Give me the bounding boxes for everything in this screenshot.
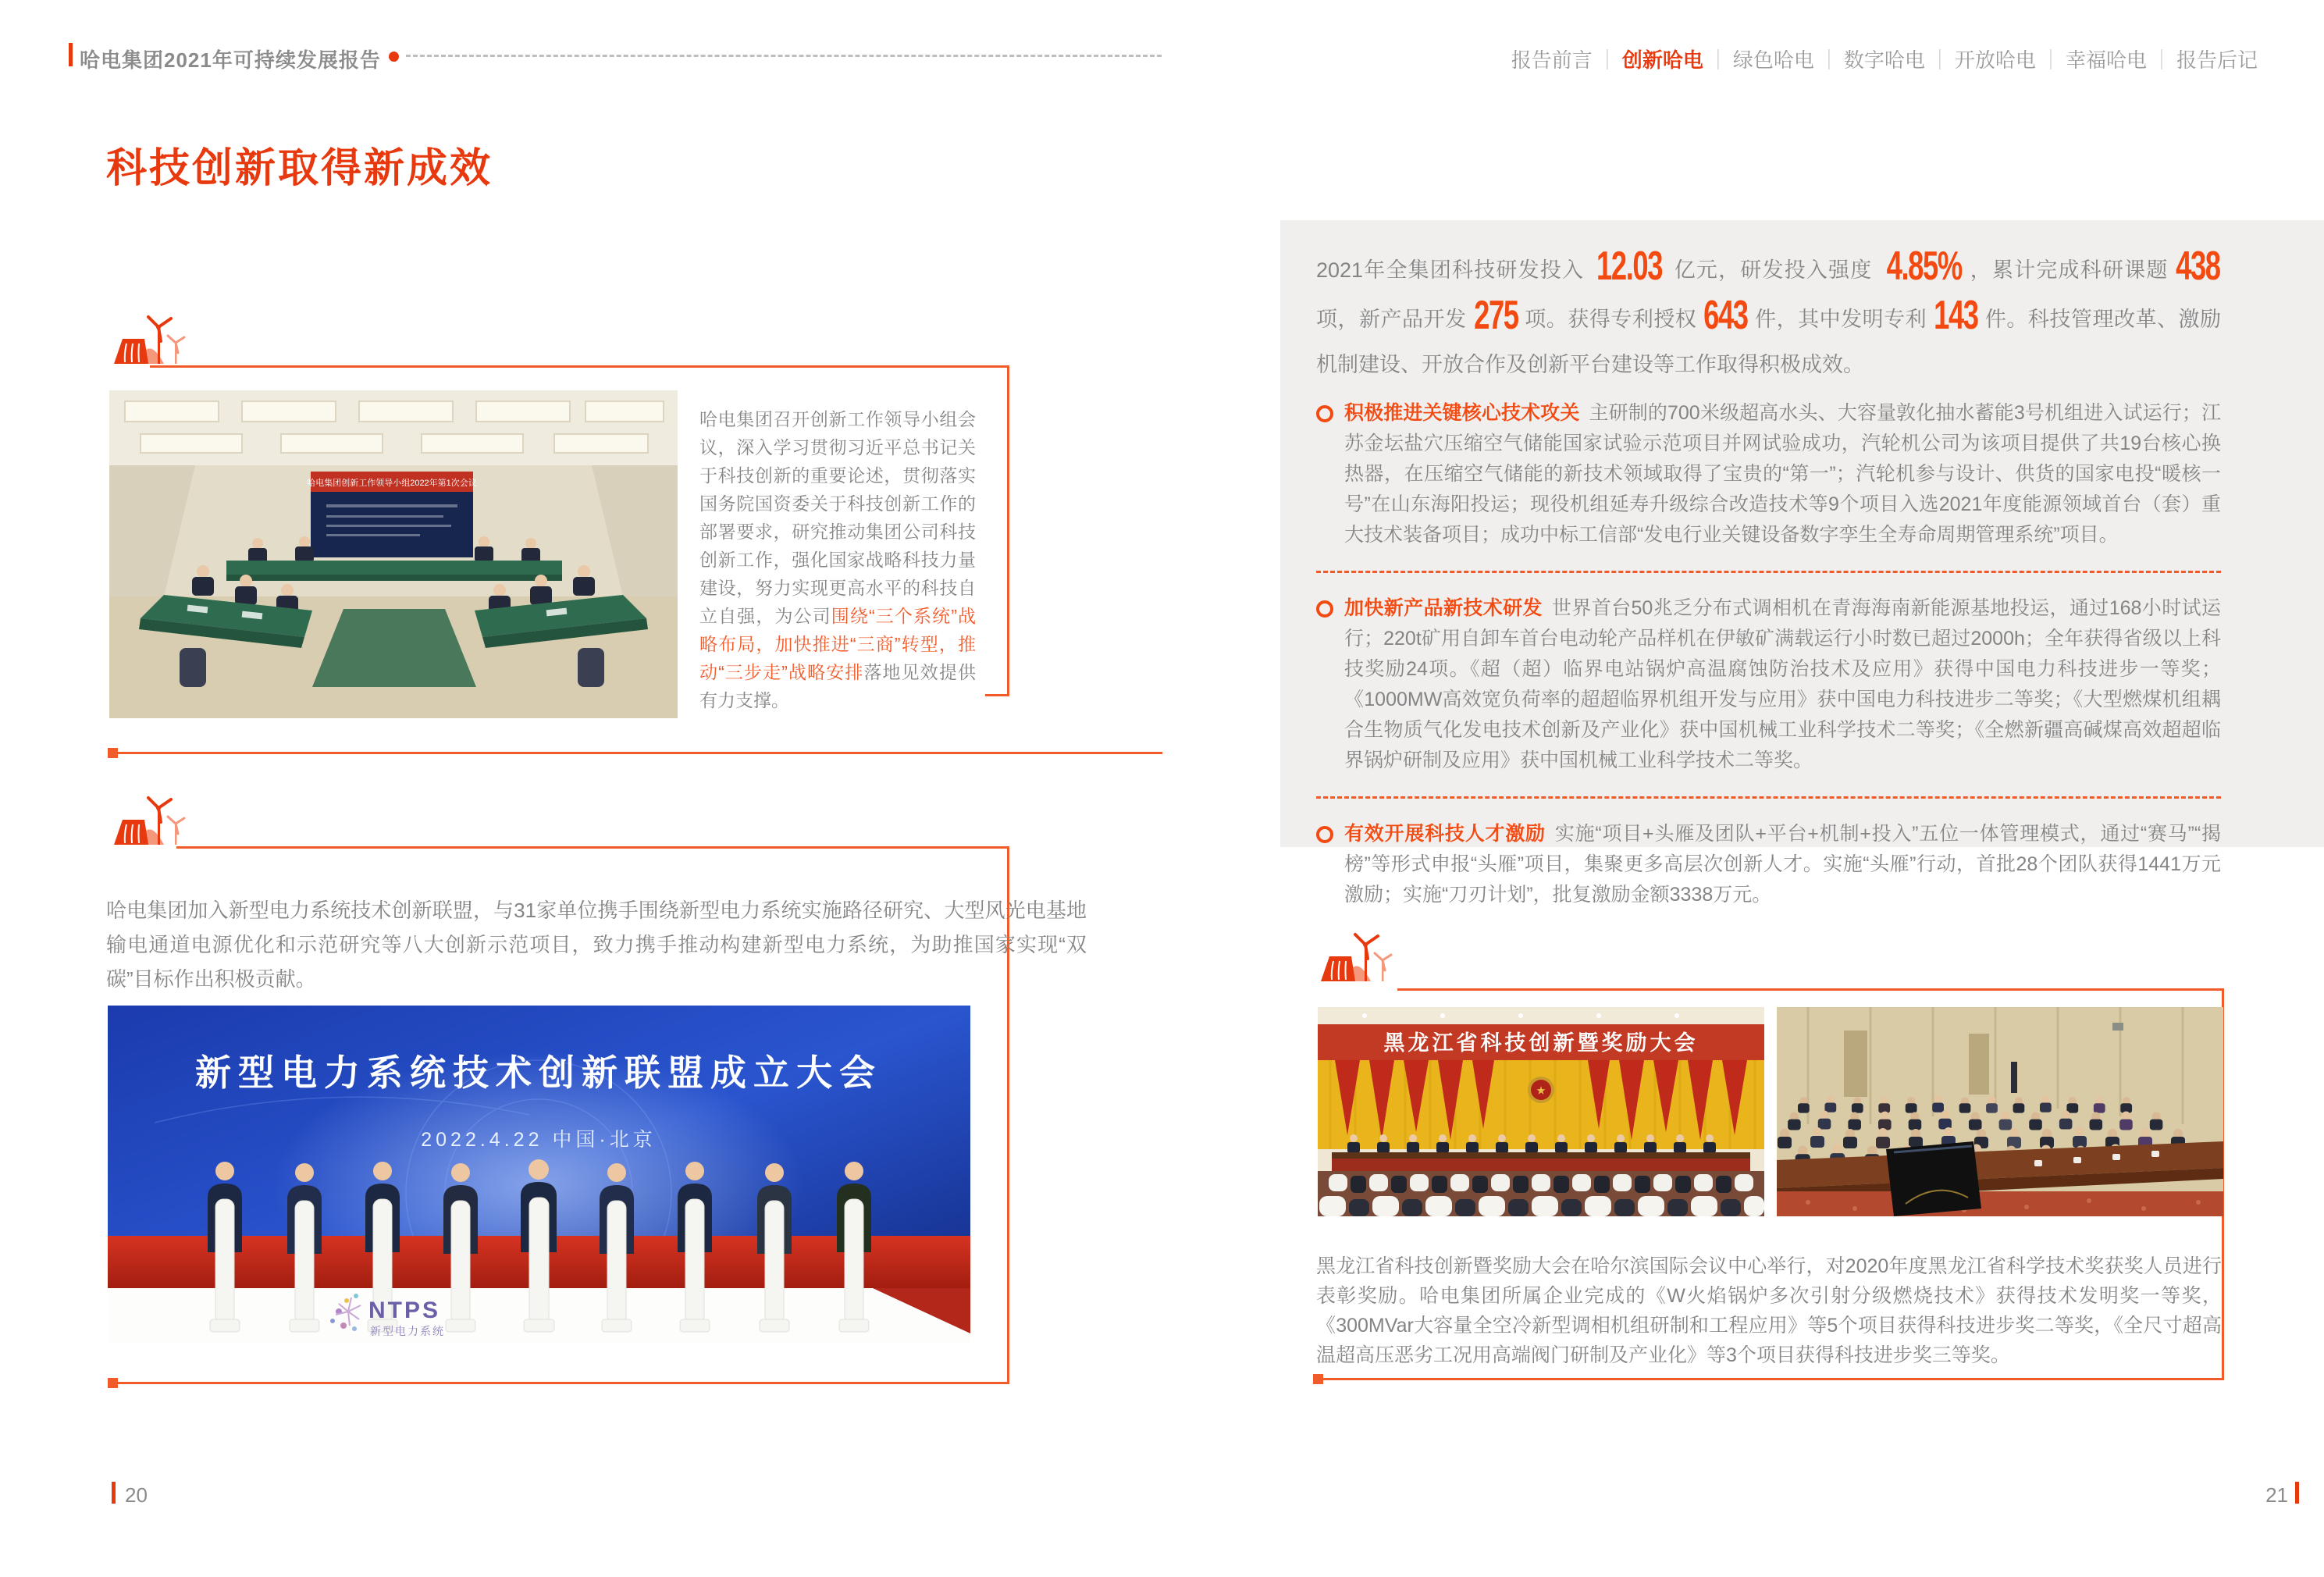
ceremony-date: 2022.4.22 中国·北京 xyxy=(421,1129,657,1151)
nav-innovation-active[interactable]: 创新哈电 xyxy=(1621,48,1703,72)
header-dot-icon xyxy=(389,52,399,62)
stats-text: 项，新产品开发 xyxy=(1316,308,1473,331)
stats-text: ，累计完成科研课题 xyxy=(1969,258,2176,282)
bullet-label: 有效开展科技人才激励 xyxy=(1344,823,1546,845)
stats-number: 4.85% xyxy=(1886,244,1962,289)
divider-line xyxy=(150,365,1009,368)
bullet-text: 主研制的700米级超高水头、大容量敦化抽水蓄能3号机组进入试运行；江苏金坛盐穴压缩空气储能国家试验示范项目并网试验成功，汽轮机公司为该项目提供了共19台核心换热器，在压缩空气储能的新技术领域取得了宝贵的“第一”；汽轮机参与设计、供货的国家电投“暖核一号”在山东海阳投运；现役机组延寿升级综合改造技术等9个项目入选2021年度能源领域首台（套）重大技术装备项目；成功中标工信部“发电行业关键设备数字孪生全寿命周期管理系统”项目。 xyxy=(1344,402,2221,546)
stats-text: 亿元，研发投入强度 xyxy=(1667,258,1880,282)
alliance-ceremony-photo xyxy=(108,1006,970,1343)
stats-text: 件。科技管理改革、激励机制建设、开放合作及创新平台建设等工作取得积极成效。 xyxy=(1316,308,2221,376)
nav-postscript[interactable]: 报告后记 xyxy=(2176,48,2258,72)
stats-number: 275 xyxy=(1473,293,1518,338)
photoA-banner-text: 黑龙江省科技创新暨奖励大会 xyxy=(1383,1031,1699,1055)
nav-green[interactable]: 绿色哈电 xyxy=(1732,48,1814,72)
nav-open[interactable]: 开放哈电 xyxy=(1954,48,2036,72)
bullet-core-tech xyxy=(1316,398,2221,550)
ntps-subtext: 新型电力系统 xyxy=(370,1325,445,1337)
bullet-talent-incentive xyxy=(1316,819,2221,910)
nav-separator: ｜ xyxy=(1707,48,1728,72)
pagenum-bar-left xyxy=(112,1482,116,1504)
stats-number: 12.03 xyxy=(1596,244,1662,289)
award-conference-photo xyxy=(1318,1007,1764,1216)
photo1-banner-text: 哈电集团创新工作领导小组2022年第1次会议 xyxy=(307,479,477,488)
nav-report-preface[interactable]: 报告前言 xyxy=(1511,48,1593,72)
divider-line xyxy=(112,752,1162,754)
stats-number: 643 xyxy=(1703,293,1748,338)
divider-line xyxy=(1397,988,2224,991)
stats-panel xyxy=(1280,220,2324,906)
nav-separator: ｜ xyxy=(2151,48,2172,72)
nav-happy[interactable]: 幸福哈电 xyxy=(2065,48,2147,72)
leadership-meeting-photo xyxy=(109,390,678,718)
nav-separator: ｜ xyxy=(2040,48,2061,72)
alliance-paragraph: 哈电集团加入新型电力系统技术创新联盟，与31家单位携手围绕新型电力系统实施路径研究、大型风光电基地输电通道电源优化和示范研究等八大创新示范项目，致力携手推动构建新型电力系统，为助推国家实现“双碳”目标作出积极贡献。 xyxy=(106,899,1087,991)
header-nav xyxy=(1511,44,2258,73)
divider-line-vertical xyxy=(1007,365,1009,696)
ntps-text: NTPS xyxy=(368,1298,441,1323)
ceremony-title: 新型电力系统技术创新联盟成立大会 xyxy=(195,1052,882,1093)
divider-line xyxy=(112,1382,1009,1384)
report-title: 哈电集团2021年可持续发展报告 xyxy=(80,48,381,72)
bullet-circle-icon xyxy=(1316,826,1333,843)
section-title: 科技创新取得新成效 xyxy=(106,145,493,191)
divider-line xyxy=(176,846,1009,849)
bullet-text: 世界首台50兆乏分布式调相机在青海海南新能源基地投运，通过168小时试运行；220t矿用自卸车首台电动轮产品样机在伊敏矿满载运行小时数已超过2000h；全年获得省级以上科技奖励24项。《超（超）临界电站锅炉高温腐蚀防治技术及应用》获得中国电力科技进步一等奖；《1000MW高效宽负荷率的超超临界机组开发与应用》获中国电力科技进步二等奖；《大型燃煤机组耦合生物质气化发电技术创新及产业化》获中国机械工业科学技术二等奖；《全燃新疆高碱煤高效超超临界锅炉研制及应用》获中国机械工业科学技术二等奖。 xyxy=(1344,597,2221,771)
bullet-separator xyxy=(1316,571,2221,573)
bullet-new-products xyxy=(1316,593,2221,776)
stats-number: 438 xyxy=(2176,244,2220,289)
divider-tick xyxy=(985,694,1009,696)
divider-line xyxy=(1318,1378,2224,1380)
para1-highlight: 围绕“三个系统”战略布局，加快推进“三商”转型，推动“三步走”战略安排 xyxy=(699,606,976,682)
award-caption: 黑龙江省科技创新暨奖励大会在哈尔滨国际会议中心举行，对2020年度黑龙江省科学技术奖获奖人员进行表彰奖励。哈电集团所属企业完成的《W火焰锅炉多次引射分级燃烧技术》获得技术发明奖一等奖，《300MVar大容量全空冷新型调相机组研制和工程应用》等5个项目获得科技进步奖二等奖，《全尺寸超高温超高压恶劣工况用高端阀门研制及产业化》等3个项目获得科技进步奖三等奖。 xyxy=(1316,1255,2222,1366)
bullet-circle-icon xyxy=(1316,405,1333,422)
page-number-right: 21 xyxy=(2265,1483,2288,1507)
stats-text: 项。获得专利授权 xyxy=(1518,308,1703,331)
bullet-circle-icon xyxy=(1316,600,1333,618)
header-dashed-line xyxy=(406,55,1162,57)
intro-paragraph xyxy=(699,405,976,714)
para1-text: 哈电集团召开创新工作领导小组会议，深入学习贯彻习近平总书记关于科技创新的重要论述，贯彻落实国务院国资委关于科技创新工作的部署要求，研究推动集团公司科技创新工作，强化国家战略科技力量建设，努力实现更高水平的科技自立自强，为公司 xyxy=(699,409,976,626)
nav-separator: ｜ xyxy=(1818,48,1839,72)
pagenum-bar-right xyxy=(2295,1482,2299,1504)
stats-text: 件，其中发明专利 xyxy=(1749,308,1934,331)
stats-number: 143 xyxy=(1934,293,1978,338)
wind-dam-icon xyxy=(109,790,187,846)
nav-separator: ｜ xyxy=(1596,48,1618,72)
bullet-label: 加快新产品新技术研发 xyxy=(1344,597,1543,619)
stats-text: 2021年全集团科技研发投入 xyxy=(1316,258,1591,282)
page-number-left: 20 xyxy=(125,1483,148,1507)
audience-hall-photo xyxy=(1777,1007,2223,1216)
stats-paragraph xyxy=(1316,244,2221,387)
wind-dam-icon xyxy=(109,309,187,365)
nav-separator: ｜ xyxy=(1929,48,1950,72)
bullet-separator xyxy=(1316,796,2221,799)
para1-tail: 落地见效提供有力支撑。 xyxy=(699,662,976,710)
nav-digital[interactable]: 数字哈电 xyxy=(1843,48,1925,72)
bullet-label: 积极推进关键核心技术攻关 xyxy=(1344,402,1580,424)
header-accent-bar-left xyxy=(69,43,73,66)
wind-dam-icon xyxy=(1316,921,1394,988)
bullet-text: 实施“项目+头雁及团队+平台+机制+投入”五位一体管理模式，通过“赛马”“揭榜”等形式申报“头雁”项目，集聚更多高层次创新人才。实施“头雁”行动，首批28个团队获得1441万元激励；实施“刀刃计划”，批复激励金额3338万元。 xyxy=(1344,823,2221,906)
